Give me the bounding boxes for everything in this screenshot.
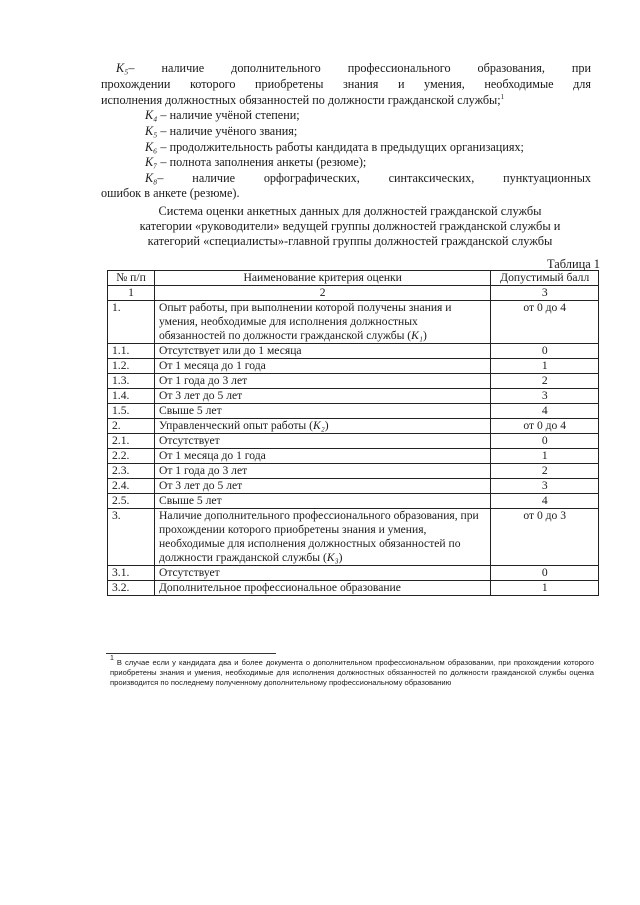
k5-line-2: прохождении которого приобретены знания и умения, необходимые для	[101, 77, 591, 91]
row-score: 4	[491, 494, 599, 509]
header-num: № п/п	[108, 271, 155, 286]
row-score: 4	[491, 404, 599, 419]
k5-text-3: исполнения должностных обязанностей по должности гражданской службы;	[101, 93, 501, 107]
criteria-item-k6: K₆ – продолжительность работы кандидата в предыдущих организациях;	[145, 140, 524, 154]
table-row	[108, 581, 599, 596]
row-num: 2.2.	[108, 449, 155, 464]
k8-label: K₈	[145, 171, 158, 185]
table-row	[108, 359, 599, 374]
row-num: 2.1.	[108, 434, 155, 449]
table-row	[108, 449, 599, 464]
k8-line-1	[145, 171, 591, 187]
table-row	[108, 419, 599, 434]
criteria-item-k4: K₄ – наличие учёной степени;	[145, 108, 300, 122]
column-number: 1	[108, 286, 155, 301]
row-num: 2.4.	[108, 479, 155, 494]
section-heading-line-1: Система оценки анкетных данных для должностей гражданской службы	[158, 204, 542, 218]
row-name: Свыше 5 лет	[154, 494, 490, 509]
k5-line-3	[101, 93, 596, 109]
row-score: 3	[491, 479, 599, 494]
row-num: 1.3.	[108, 374, 155, 389]
row-num: 3.1.	[108, 566, 155, 581]
row-name: От 1 года до 3 лет	[154, 374, 490, 389]
row-num: 1.	[108, 301, 155, 344]
row-score: 1	[491, 449, 599, 464]
table-row	[108, 479, 599, 494]
row-score: 2	[491, 374, 599, 389]
table-header-row	[108, 271, 599, 286]
k5-label: K₅	[116, 61, 129, 75]
section-heading-line-2: категории «руководители» ведущей группы должностей гражданской службы и	[139, 219, 561, 233]
table-row	[108, 494, 599, 509]
row-num: 3.2.	[108, 581, 155, 596]
k5-line-1	[116, 61, 591, 77]
row-name: От 3 лет до 5 лет	[154, 389, 490, 404]
criteria-item-k5b: K₅ – наличие учёного звания;	[145, 124, 298, 138]
footnote-separator	[106, 653, 276, 654]
row-num: 1.2.	[108, 359, 155, 374]
row-num: 2.	[108, 419, 155, 434]
row-num: 1.5.	[108, 404, 155, 419]
row-name: Опыт работы, при выполнении которой получены знания и умения, необходимые для исполнения должностных обязанностей по должности гражданской службы (K₁)	[154, 301, 490, 344]
row-score: 1	[491, 359, 599, 374]
row-name: Дополнительное профессиональное образование	[154, 581, 490, 596]
row-score: 2	[491, 464, 599, 479]
row-name: Отсутствует	[154, 566, 490, 581]
table-row	[108, 374, 599, 389]
row-name: От 1 месяца до 1 года	[154, 449, 490, 464]
row-name: Управленческий опыт работы (K₂)	[154, 419, 490, 434]
table-row	[108, 464, 599, 479]
criteria-item-k7: K₇ – полнота заполнения анкеты (резюме);	[145, 155, 367, 169]
row-num: 1.1.	[108, 344, 155, 359]
criteria-table	[107, 270, 599, 596]
column-number: 2	[154, 286, 490, 301]
k5-footnote-mark: 1	[500, 93, 505, 101]
table-caption: Таблица 1	[547, 257, 600, 271]
row-score: от 0 до 3	[491, 509, 599, 566]
k5-text-1: – наличие дополнительного профессионального образования, при	[128, 61, 591, 75]
footnote-text: В случае если у кандидата два и более документа о дополнительном профессиональном образовании, при прохождении которого приобретены знания и умения, необходимые для исполнения должностных обязанностей по должности гражданской службы оценка производится по последнему полученному дополнительному профессиональному образованию	[110, 658, 594, 688]
table-row	[108, 344, 599, 359]
row-score: от 0 до 4	[491, 301, 599, 344]
table-row	[108, 566, 599, 581]
row-num: 2.3.	[108, 464, 155, 479]
table-row	[108, 404, 599, 419]
row-score: от 0 до 4	[491, 419, 599, 434]
footnote	[110, 655, 594, 689]
row-score: 1	[491, 581, 599, 596]
row-score: 3	[491, 389, 599, 404]
row-score: 0	[491, 344, 599, 359]
k8-line-2: ошибок в анкете (резюме).	[101, 186, 240, 200]
header-name: Наименование критерия оценки	[154, 271, 490, 286]
section-heading-line-3: категорий «специалисты»-главной группы должностей гражданской службы	[147, 234, 553, 248]
table-row	[108, 509, 599, 566]
table-row	[108, 389, 599, 404]
row-score: 0	[491, 566, 599, 581]
row-name: Отсутствует или до 1 месяца	[154, 344, 490, 359]
column-number: 3	[491, 286, 599, 301]
row-num: 3.	[108, 509, 155, 566]
row-name: Свыше 5 лет	[154, 404, 490, 419]
k8-text-1: – наличие орфографических, синтаксических, пунктуационных	[157, 171, 591, 185]
footnote-mark: 1	[110, 655, 114, 662]
row-name: Отсутствует	[154, 434, 490, 449]
row-name: Наличие дополнительного профессионального образования, при прохождении которого приобретены знания и умения, необходимые для исполнения должностных обязанностей по должности гражданской службы (K₃)	[154, 509, 490, 566]
row-num: 1.4.	[108, 389, 155, 404]
row-num: 2.5.	[108, 494, 155, 509]
table-row	[108, 434, 599, 449]
row-score: 0	[491, 434, 599, 449]
column-number-row	[108, 286, 599, 301]
header-score: Допустимый балл	[491, 271, 599, 286]
table-row	[108, 301, 599, 344]
row-name: От 1 года до 3 лет	[154, 464, 490, 479]
row-name: От 3 лет до 5 лет	[154, 479, 490, 494]
row-name: От 1 месяца до 1 года	[154, 359, 490, 374]
